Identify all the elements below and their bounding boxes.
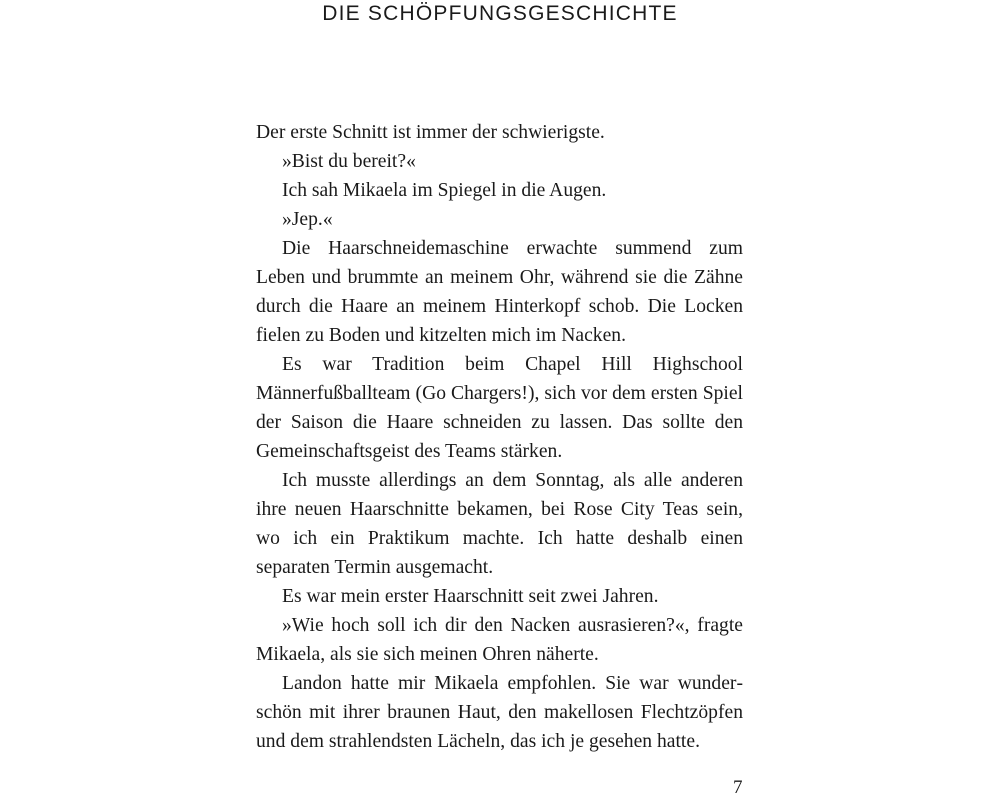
paragraph: »Wie hoch soll ich dir den Nacken ausrasieren?«, fragte Mikaela, als sie sich meinen Ohren näherte. [256,615,743,665]
body-text [256,118,743,756]
paragraph: Es war mein erster Haarschnitt seit zwei Jahren. [282,586,659,607]
paragraph: »Bist du bereit?« [282,151,416,172]
paragraph: Ich musste allerdings an dem Sonntag, als alle anderen ihre neuen Haarschnitte bekamen, bei Rose City Teas sein, wo ich ein Praktikum machte. Ich hatte deshalb einen separaten Termin ausgemacht. [256,470,743,578]
paragraph: »Jep.« [282,209,333,230]
paragraph: Die Haarschneidemaschine erwachte summend zum Leben und brummte an meinem Ohr, während sie die Zähne durch die Haare an meinem Hinterkopf schob. Die Locken fielen zu Boden und kitzelten mich im Nacken. [256,238,743,346]
paragraph: Es war Tradition beim Chapel Hill Highschool Männerfußballteam (Go Chargers!), sich vor dem ersten Spiel der Saison die Haare schneiden zu lassen. Das sollte den Gemeinschaftsgeist des Teams stärken. [256,354,743,462]
paragraph: Landon hatte mir Mikaela empfohlen. Sie war wunderschön mit ihrer braunen Haut, den makellosen Flechtzöpfen und dem strahlendsten Lächeln, das ich je gesehen hatte. [256,673,743,752]
paragraph: Der erste Schnitt ist immer der schwierigste. [256,122,605,143]
page-number: 7 [733,777,743,798]
paragraph: Ich sah Mikaela im Spiegel in die Augen. [282,180,607,201]
running-header: DIE SCHÖPFUNGSGESCHICHTE [322,2,678,25]
